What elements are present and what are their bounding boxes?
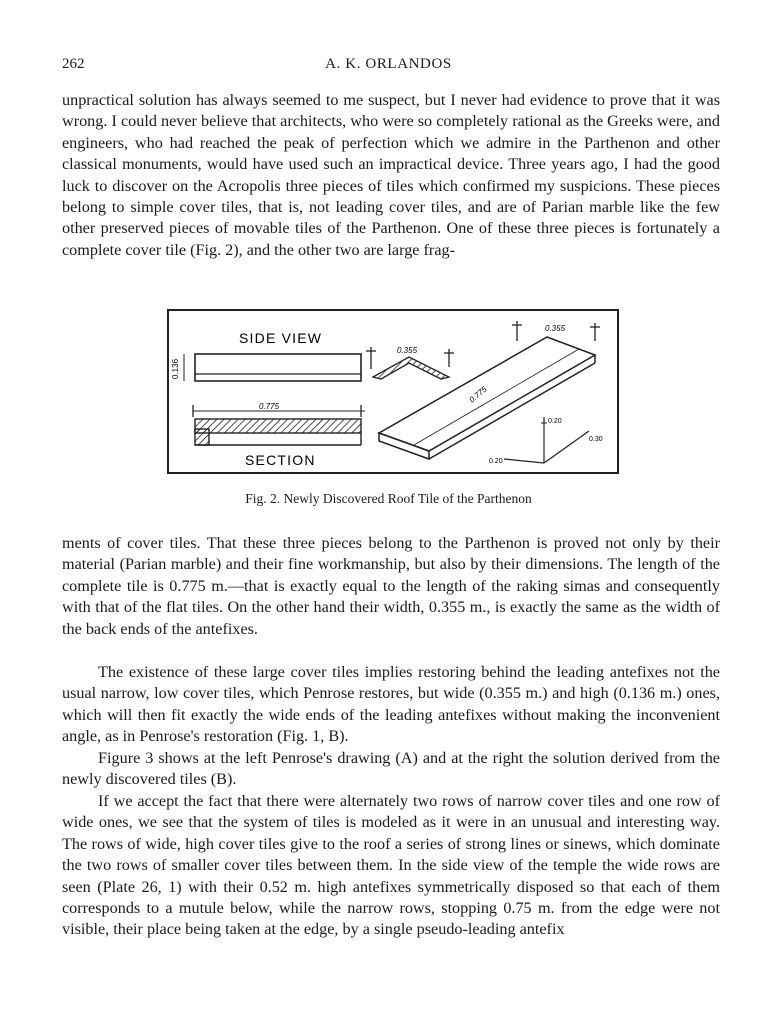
length-dimension-iso: 0.775 xyxy=(467,384,489,405)
body-paragraph-1: unpractical solution has always seemed to me suspect, but I never had evidence to prove that it was wrong. I could never believe that architects, who were so completely rational as the Greeks were, and engineers, who had reached the peak of perfection which we admire in the Parthenon and other classical monuments, would have used such an impractical device. Three years ago, I had the good luck to discover on the Acropolis three pieces of tiles which confirmed my suspicions. These pieces belong to simple cover tiles, that is, not leading cover tiles, and are of Parian marble like the few other preserved pieces of movable tiles of the Parthenon. One of these three pieces is fortunately a complete cover tile (Fig. 2), and the other two are large frag- xyxy=(62,91,720,259)
section-drawing xyxy=(193,405,365,445)
width-dimension-iso: 0.355 xyxy=(545,324,566,333)
axis-020b-label: 0.20 xyxy=(489,458,503,465)
page-number: 262 xyxy=(62,56,85,72)
width-dimension-small: 0.355 xyxy=(397,346,418,355)
length-dimension: 0.775 xyxy=(259,402,280,411)
height-dimension: 0.136 xyxy=(171,358,180,379)
roof-tile-diagram xyxy=(169,311,617,472)
side-view-drawing xyxy=(184,354,361,381)
figure-caption: Fig. 2. Newly Discovered Roof Tile of the Parthenon xyxy=(245,491,532,506)
axis-indicator xyxy=(504,417,589,463)
body-paragraph-2: ments of cover tiles. That these three pieces belong to the Parthenon is proved not only by their material (Parian marble) and their fine workmanship, but also by their dimensions. The length of the complete tile is 0.775 m.—that is exactly equal to the length of the raking simas and consequently with that of the flat tiles. On the other hand their width, 0.355 m., is exactly the same as the width of the back ends of the antefixes. xyxy=(62,534,720,638)
body-paragraph-3: The existence of these large cover tiles implies restoring behind the leading antefixes not the usual narrow, low cover tiles, which Penrose restores, but wide (0.355 m.) and high (0.136 m.) ones, which will then fit exactly the wide ends of the leading antefixes without making the inconvenient angle, as in Penrose's restoration (Fig. 1, B). xyxy=(62,663,720,746)
running-title: A. K. ORLANDOS xyxy=(325,56,452,72)
isometric-tile-drawing xyxy=(379,321,600,459)
side-view-label: SIDE VIEW xyxy=(239,330,323,346)
axis-020-label: 0.20 xyxy=(548,418,562,425)
figure-2-drawing xyxy=(167,309,619,474)
body-paragraph-4: Figure 3 shows at the left Penrose's drawing (A) and at the right the solution derived from the newly discovered tiles (B). xyxy=(62,749,720,789)
axis-030-label: 0.30 xyxy=(589,436,603,443)
section-label: SECTION xyxy=(245,452,316,468)
body-paragraph-5: If we accept the fact that there were alternately two rows of narrow cover tiles and one row of wide ones, we see that the system of tiles is modeled as it were in an unusual and interesting way. The rows of wide, high cover tiles give to the roof a series of strong lines or sinews, which dominate the two rows of smaller cover tiles between them. In the side view of the temple the wide rows are seen (Plate 26, 1) with their 0.52 m. high antefixes symmetrically disposed so that each of them corresponds to a mutule below, while the narrow rows, stopping 0.75 m. from the edge were not visible, their place being taken at the edge, by a single pseudo-leading antefix xyxy=(62,792,720,939)
